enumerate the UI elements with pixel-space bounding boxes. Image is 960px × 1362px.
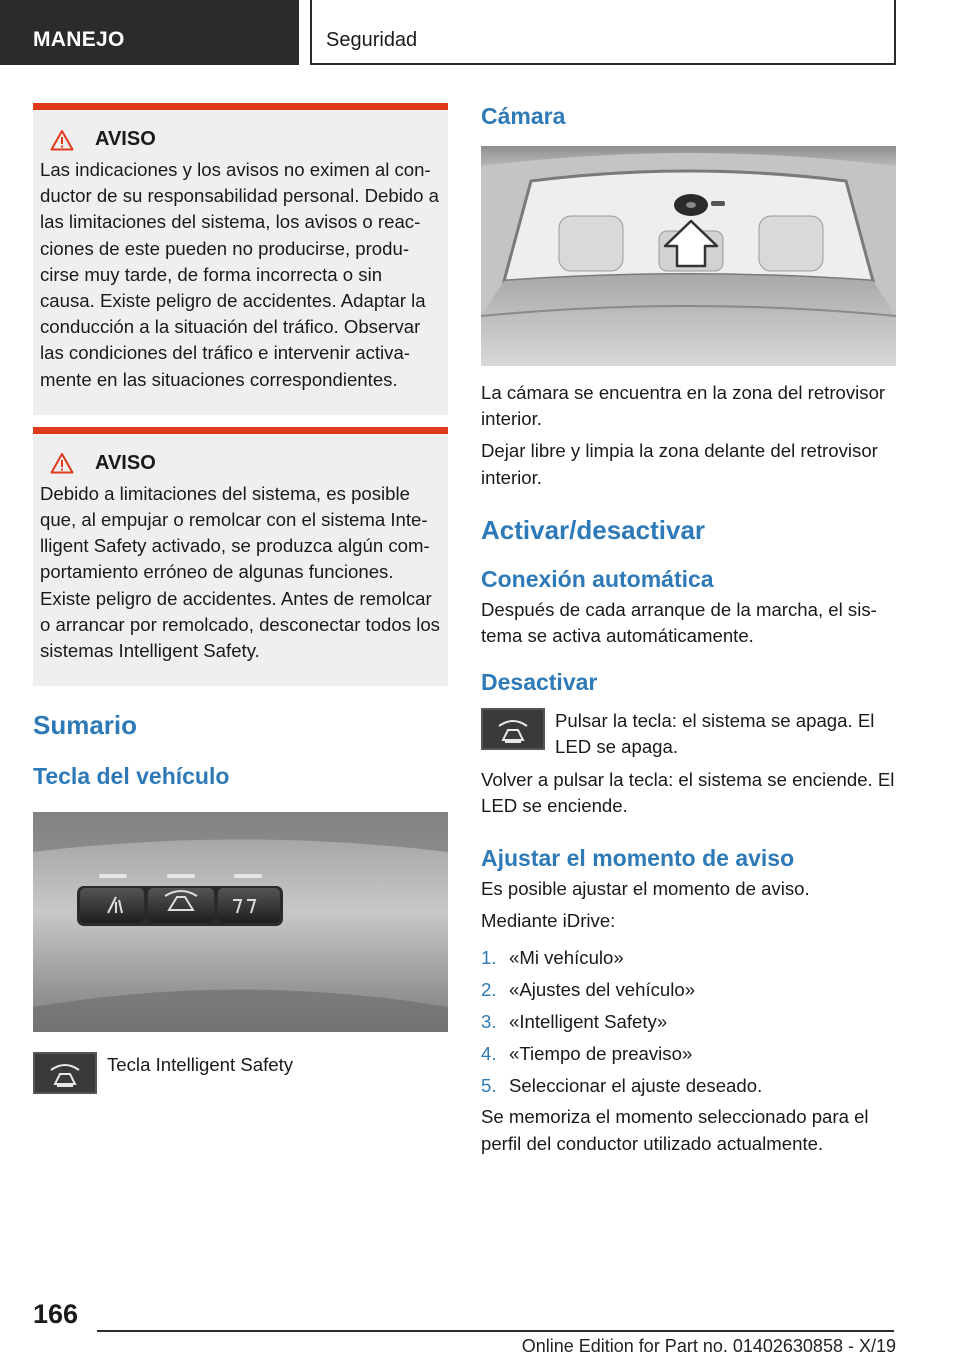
warning-text: Las indicaciones y los avisos no eximen al con-ductor de su responsabilidad personal. Debido a las limitaciones del sistema, los avisos o reac-ciones de este pueden no producirse, produ-cirse muy tarde, de forma incorrecta o sin causa. Existe peligro de accidentes. Adaptar la conducción a la situación del tráfico. Observar las condiciones del tráfico e intervenir activa-mente en las situaciones correspondientes. — [40, 159, 439, 390]
warning-header — [50, 452, 440, 475]
step-text: «Intelligent Safety» — [509, 1011, 668, 1033]
warning-header — [50, 128, 440, 151]
desactivar-text: Pulsar la tecla: el sistema se apaga. El LED se apaga. — [555, 710, 875, 758]
list-item — [481, 942, 896, 974]
list-item — [481, 1038, 896, 1070]
list-item — [481, 1070, 896, 1102]
page-number: 166 — [33, 1299, 79, 1329]
list-item — [481, 1006, 896, 1038]
warning-triangle-icon — [50, 129, 74, 151]
header-section-label: MANEJO — [33, 28, 125, 51]
desactivar-heading: Desactivar — [481, 669, 598, 696]
step-number: 4. — [481, 1043, 497, 1065]
step-text: «Ajustes del vehículo» — [509, 979, 696, 1001]
camera-location-photo — [481, 146, 896, 366]
tecla-heading: Tecla del vehículo — [33, 763, 230, 790]
camara-heading: Cámara — [481, 103, 566, 129]
ajustar-outro: Se memoriza el momento seleccionado para el perfil del conductor utilizado actualmente. — [481, 1106, 869, 1154]
warning-title: AVISO — [95, 128, 156, 150]
header-section-tab — [0, 0, 299, 65]
right-column — [481, 103, 896, 1157]
desactivar-row — [481, 708, 896, 760]
ajustar-intro: Es posible ajustar el momento de aviso. — [481, 878, 810, 900]
car-distance-key-icon — [481, 708, 545, 750]
activar-heading: Activar/desactivar — [481, 514, 706, 545]
ajustar-heading: Ajustar el momento de aviso — [481, 845, 795, 872]
ajustar-steps-list — [481, 942, 896, 1102]
camara-para-1: La cámara se encuentra en la zona del retrovisor interior. — [481, 382, 886, 430]
sumario-heading: Sumario — [33, 710, 138, 741]
list-item — [481, 974, 896, 1006]
reactivar-text: Volver a pulsar la tecla: el sistema se enciende. El LED se enciende. — [481, 768, 895, 816]
warning-box-1 — [33, 103, 448, 415]
step-text: Seleccionar el ajuste deseado. — [509, 1075, 763, 1097]
step-number: 2. — [481, 979, 497, 1001]
step-text: «Tiempo de preaviso» — [509, 1043, 693, 1065]
conexion-heading: Conexión automática — [481, 565, 714, 592]
conexion-text: Después de cada arranque de la marcha, el sis-tema se activa automáticamente. — [481, 598, 877, 647]
footer-edition: Online Edition for Part no. 01402630858 - X/19 — [521, 1336, 896, 1356]
key-caption: Tecla Intelligent Safety — [107, 1054, 294, 1076]
warning-title: AVISO — [95, 451, 156, 474]
step-number: 3. — [481, 1011, 497, 1033]
step-text: «Mi vehículo» — [509, 947, 624, 969]
left-column — [33, 103, 448, 1094]
warning-box-2 — [33, 427, 448, 686]
footer-divider — [97, 1330, 894, 1332]
key-caption-row — [33, 1052, 448, 1094]
step-number: 5. — [481, 1075, 497, 1097]
car-distance-key-icon — [33, 1052, 97, 1094]
header-subsection-tab — [310, 0, 896, 65]
ajustar-via: Mediante iDrive: — [481, 910, 616, 932]
step-number: 1. — [481, 947, 497, 969]
header-subsection-label: Seguridad — [326, 29, 418, 51]
warning-text: Debido a limitaciones del sistema, es posible que, al empujar o remolcar con el sistema Inte-lligent Safety activado, se produzca algún com-portamiento erróneo de algunas funciones. Existe peligro de accidentes. Antes de remolcar o arrancar por remolcado, desconectar todos los sistemas Intelligent Safety. — [40, 482, 440, 662]
camara-para-2: Dejar libre y limpia la zona delante del retrovisor interior. — [481, 440, 878, 488]
warning-triangle-icon — [50, 452, 74, 474]
vehicle-button-photo — [33, 812, 448, 1032]
